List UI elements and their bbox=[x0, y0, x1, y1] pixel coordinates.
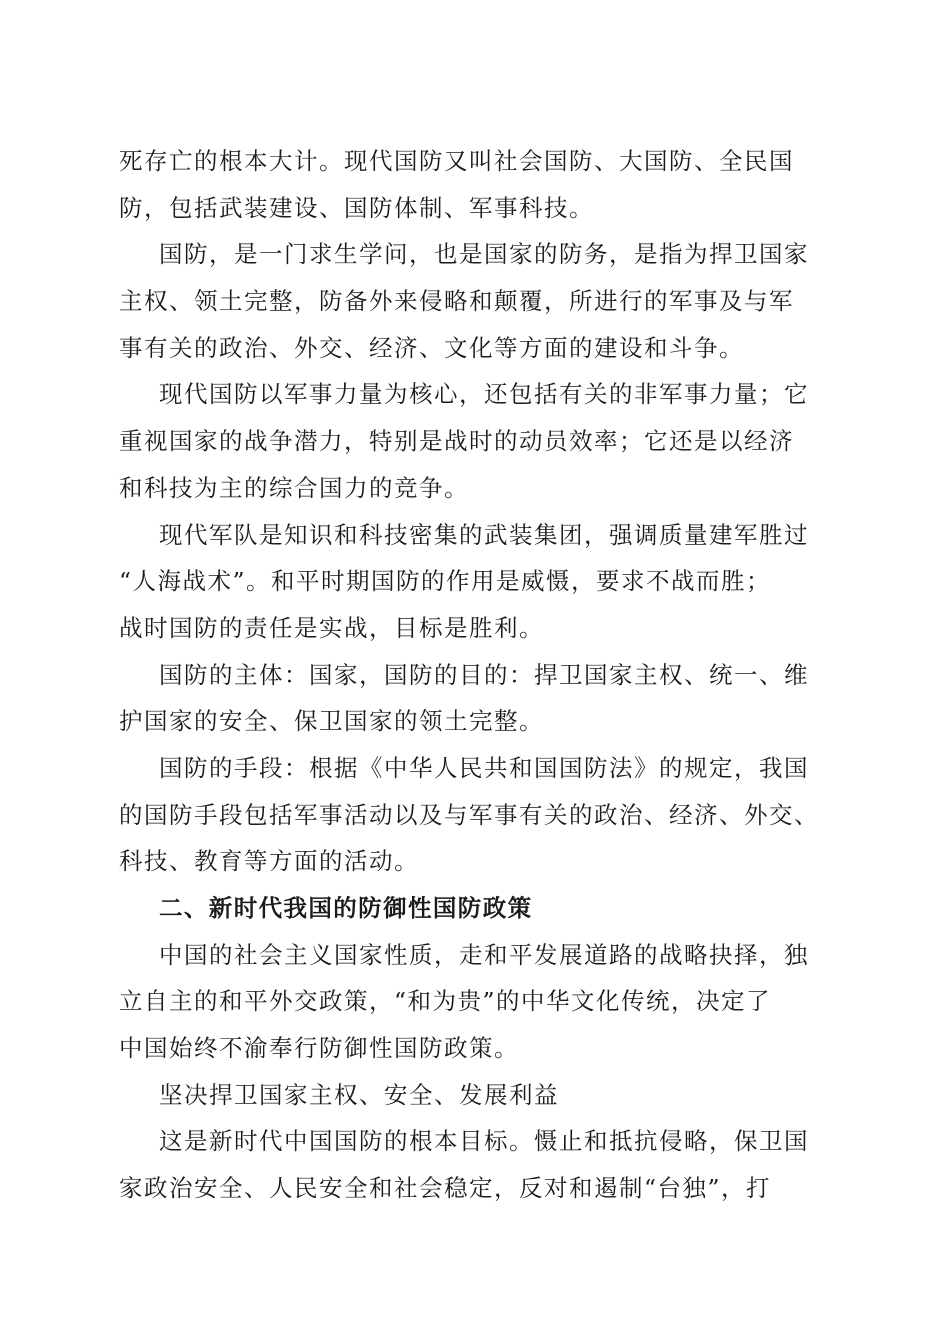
text-line: 的国防手段包括军事活动以及与军事有关的政治、经济、外交、 bbox=[119, 800, 819, 829]
paragraph-start: 现代军队是知识和科技密集的武装集团，强调质量建军胜过 bbox=[159, 520, 809, 549]
paragraph-start: 中国的社会主义国家性质，走和平发展道路的战略抉择，独 bbox=[159, 940, 809, 969]
paragraph-start: 国防的手段：根据《中华人民共和国国防法》的规定，我国 bbox=[159, 753, 809, 782]
text-line: 立自主的和平外交政策，“和为贵”的中华文化传统，决定了 bbox=[119, 987, 772, 1016]
text-line: 死存亡的根本大计。现代国防又叫社会国防、大国防、全民国 bbox=[119, 147, 794, 175]
paragraph-start: 国防，是一门求生学问，也是国家的防务，是指为捍卫国家 bbox=[159, 240, 809, 269]
text-line: “人海战术”。和平时期国防的作用是威慑，要求不战而胜； bbox=[119, 567, 772, 596]
paragraph-start: 这是新时代中国国防的根本目标。慑止和抵抗侵略，保卫国 bbox=[159, 1127, 809, 1156]
text-line: 中国始终不渝奉行防御性国防政策。 bbox=[119, 1034, 519, 1063]
document-body bbox=[119, 138, 831, 1212]
text-line: 主权、领土完整，防备外来侵略和颠覆，所进行的军事及与军 bbox=[119, 287, 794, 316]
text-line: 科技、教育等方面的活动。 bbox=[119, 847, 419, 876]
text-line: 事有关的政治、外交、经济、文化等方面的建设和斗争。 bbox=[119, 333, 744, 362]
subheading: 坚决捍卫国家主权、安全、发展利益 bbox=[159, 1080, 559, 1109]
text-line: 防，包括武装建设、国防体制、军事科技。 bbox=[119, 193, 594, 222]
text-line: 和科技为主的综合国力的竞争。 bbox=[119, 473, 469, 502]
section-heading: 二、新时代我国的防御性国防政策 bbox=[159, 894, 533, 922]
text-line: 家政治安全、人民安全和社会稳定，反对和遏制“台独”，打 bbox=[119, 1174, 772, 1203]
text-line: 战时国防的责任是实战，目标是胜利。 bbox=[119, 613, 544, 642]
paragraph-start: 现代国防以军事力量为核心，还包括有关的非军事力量；它 bbox=[159, 380, 809, 409]
text-line: 护国家的安全、保卫国家的领土完整。 bbox=[119, 707, 544, 736]
text-line: 重视国家的战争潜力，特别是战时的动员效率；它还是以经济 bbox=[119, 427, 794, 456]
paragraph-start: 国防的主体：国家，国防的目的：捍卫国家主权、统一、维 bbox=[159, 660, 809, 689]
